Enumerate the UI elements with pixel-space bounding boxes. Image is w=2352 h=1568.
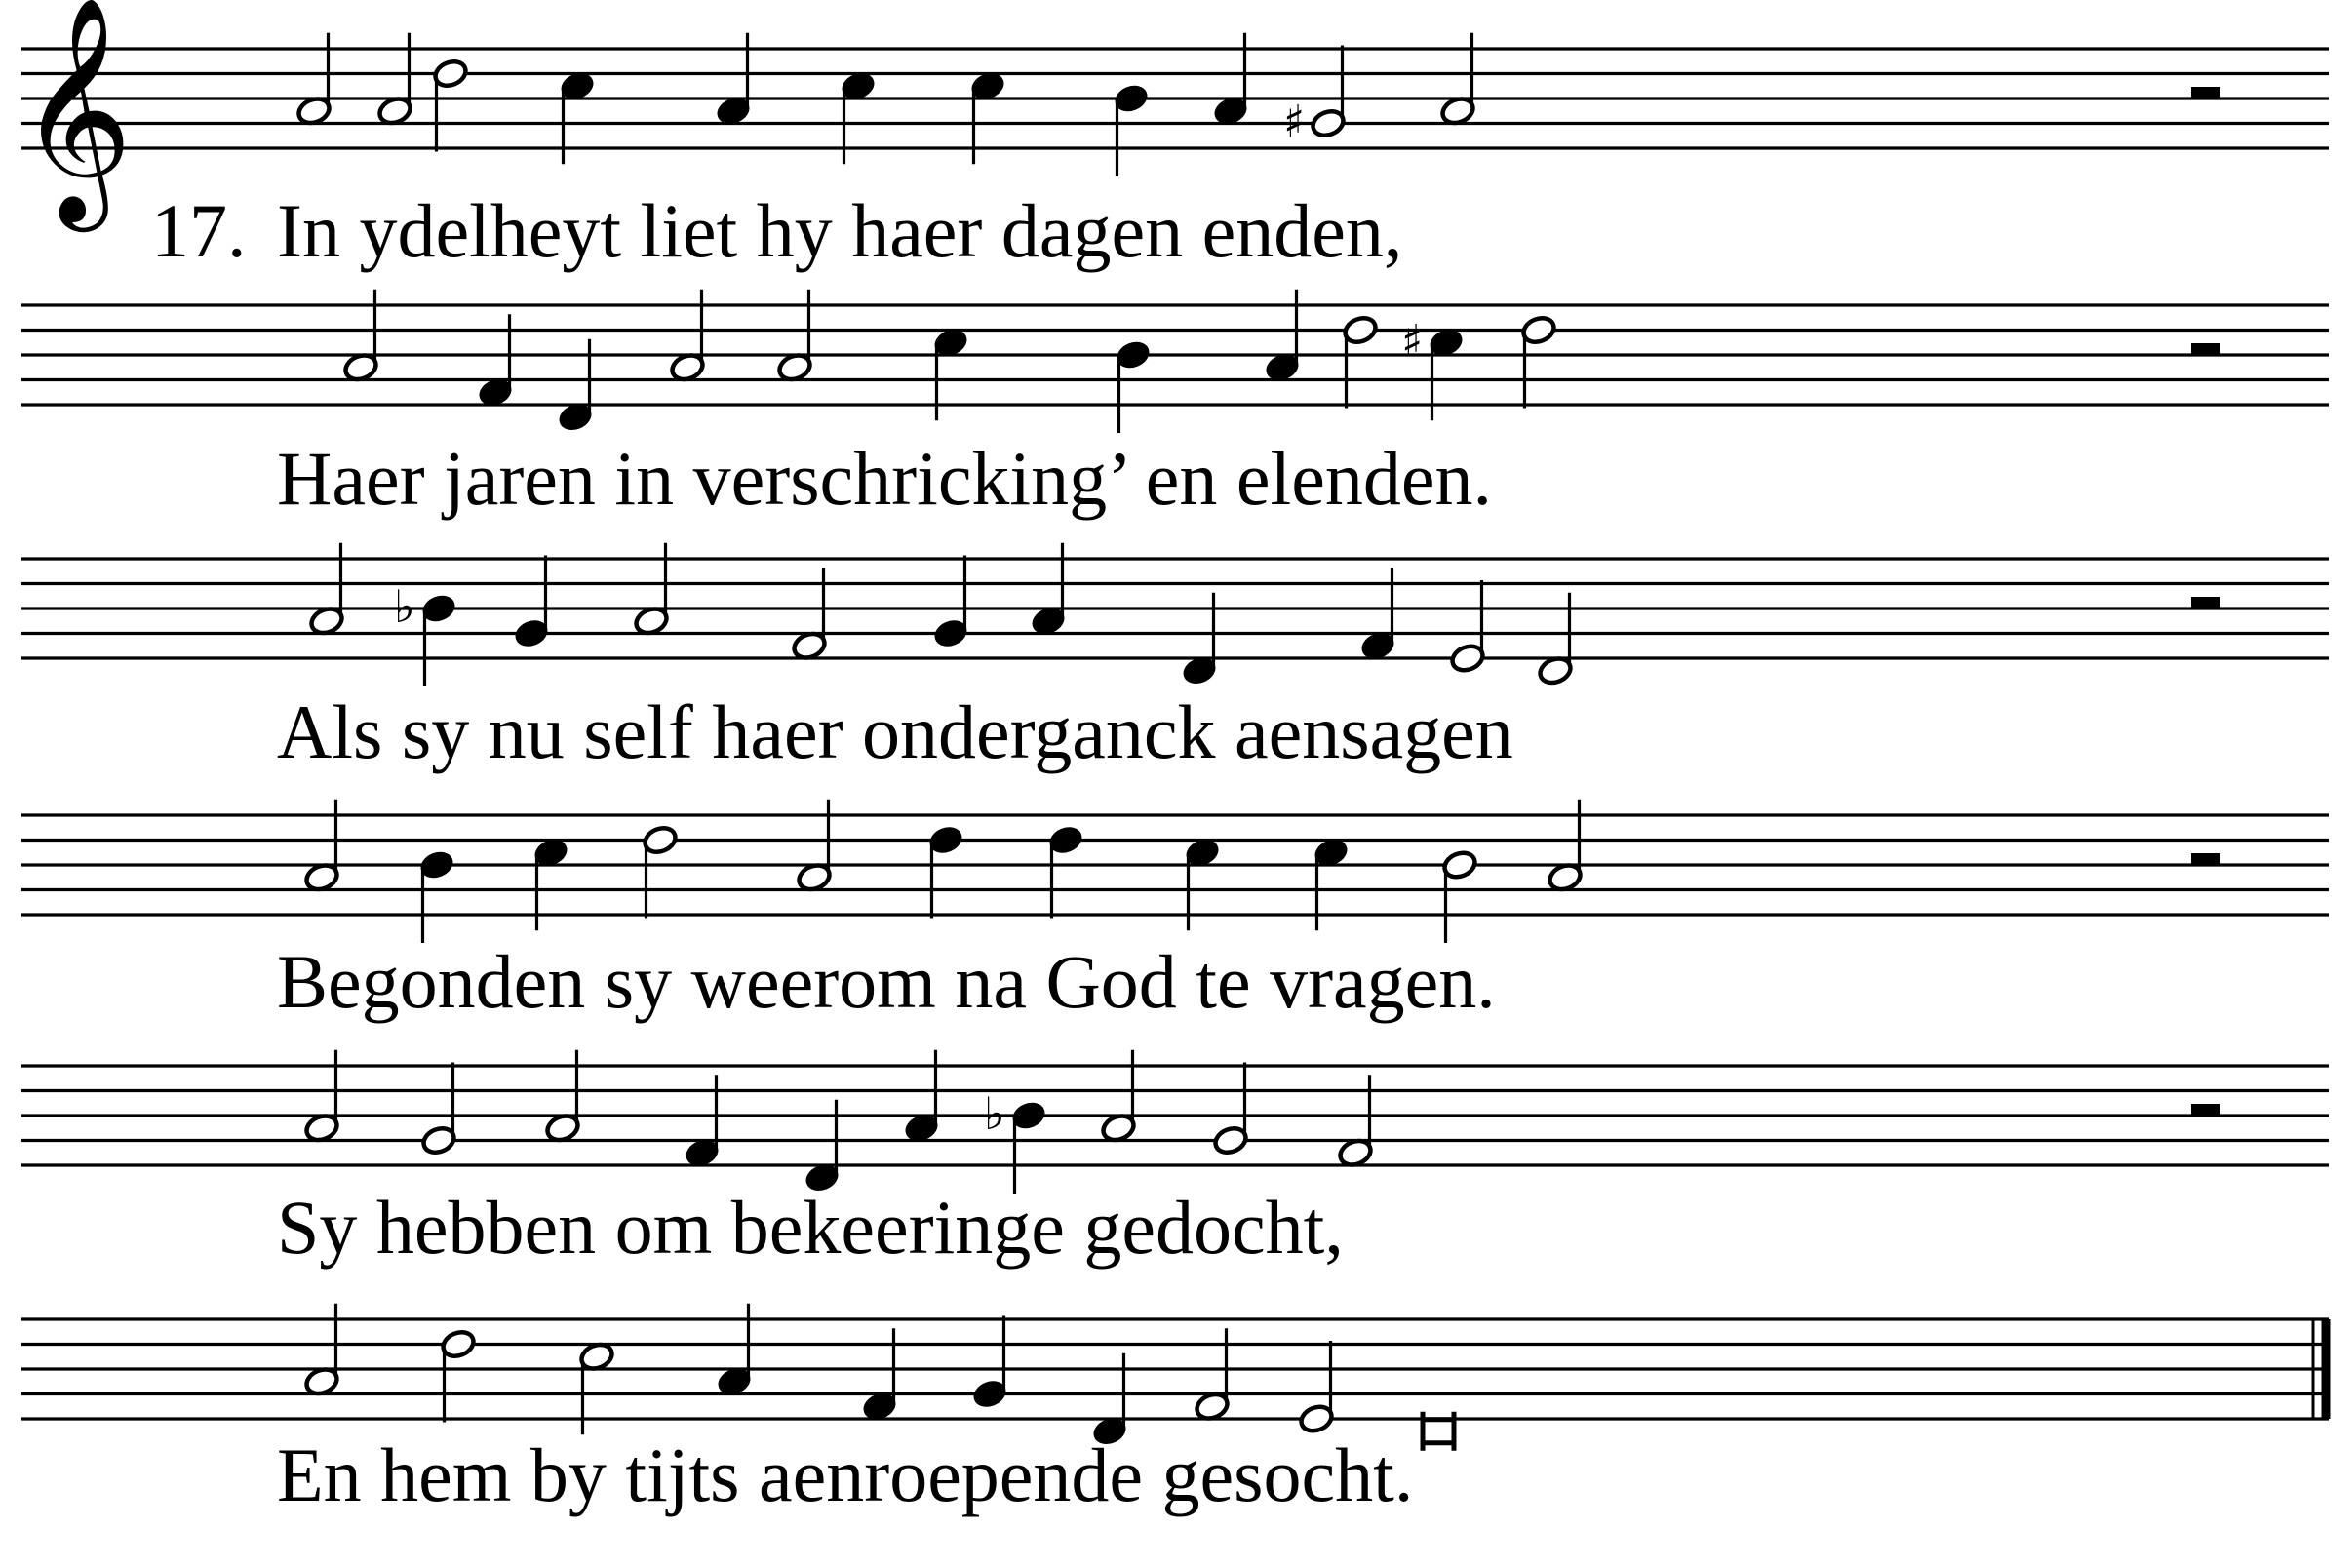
treble-clef: 𝄞: [18, 0, 134, 222]
half-rest: [2191, 1104, 2220, 1116]
lyric-line-4: Begonden sy weerom na God te vragen.: [277, 939, 1496, 1024]
sharp-accidental: ♯: [1283, 95, 1306, 148]
lyric-line-5: Sy hebben om bekeeringe gedocht,: [277, 1185, 1344, 1270]
half-rest: [2191, 597, 2220, 608]
sharp-accidental: ♯: [1401, 314, 1424, 368]
lyric-line-1: In ydelheyt liet hy haer dagen enden,: [277, 188, 1403, 273]
flat-accidental: ♭: [984, 1087, 1005, 1140]
lyric-line-2: Haer jaren in verschricking’ en elenden.: [277, 436, 1492, 521]
half-rest: [2191, 853, 2220, 865]
lyric-line-3: Als sy nu self haer onderganck aensagen: [277, 689, 1513, 774]
verse-number: 17.: [151, 188, 247, 273]
breve-note: [1423, 1420, 1454, 1443]
flat-accidental: ♭: [394, 580, 415, 633]
half-rest: [2191, 87, 2220, 98]
lyric-line-6: En hem by tijts aenroepende gesocht.: [277, 1432, 1414, 1517]
half-rest: [2191, 343, 2220, 355]
